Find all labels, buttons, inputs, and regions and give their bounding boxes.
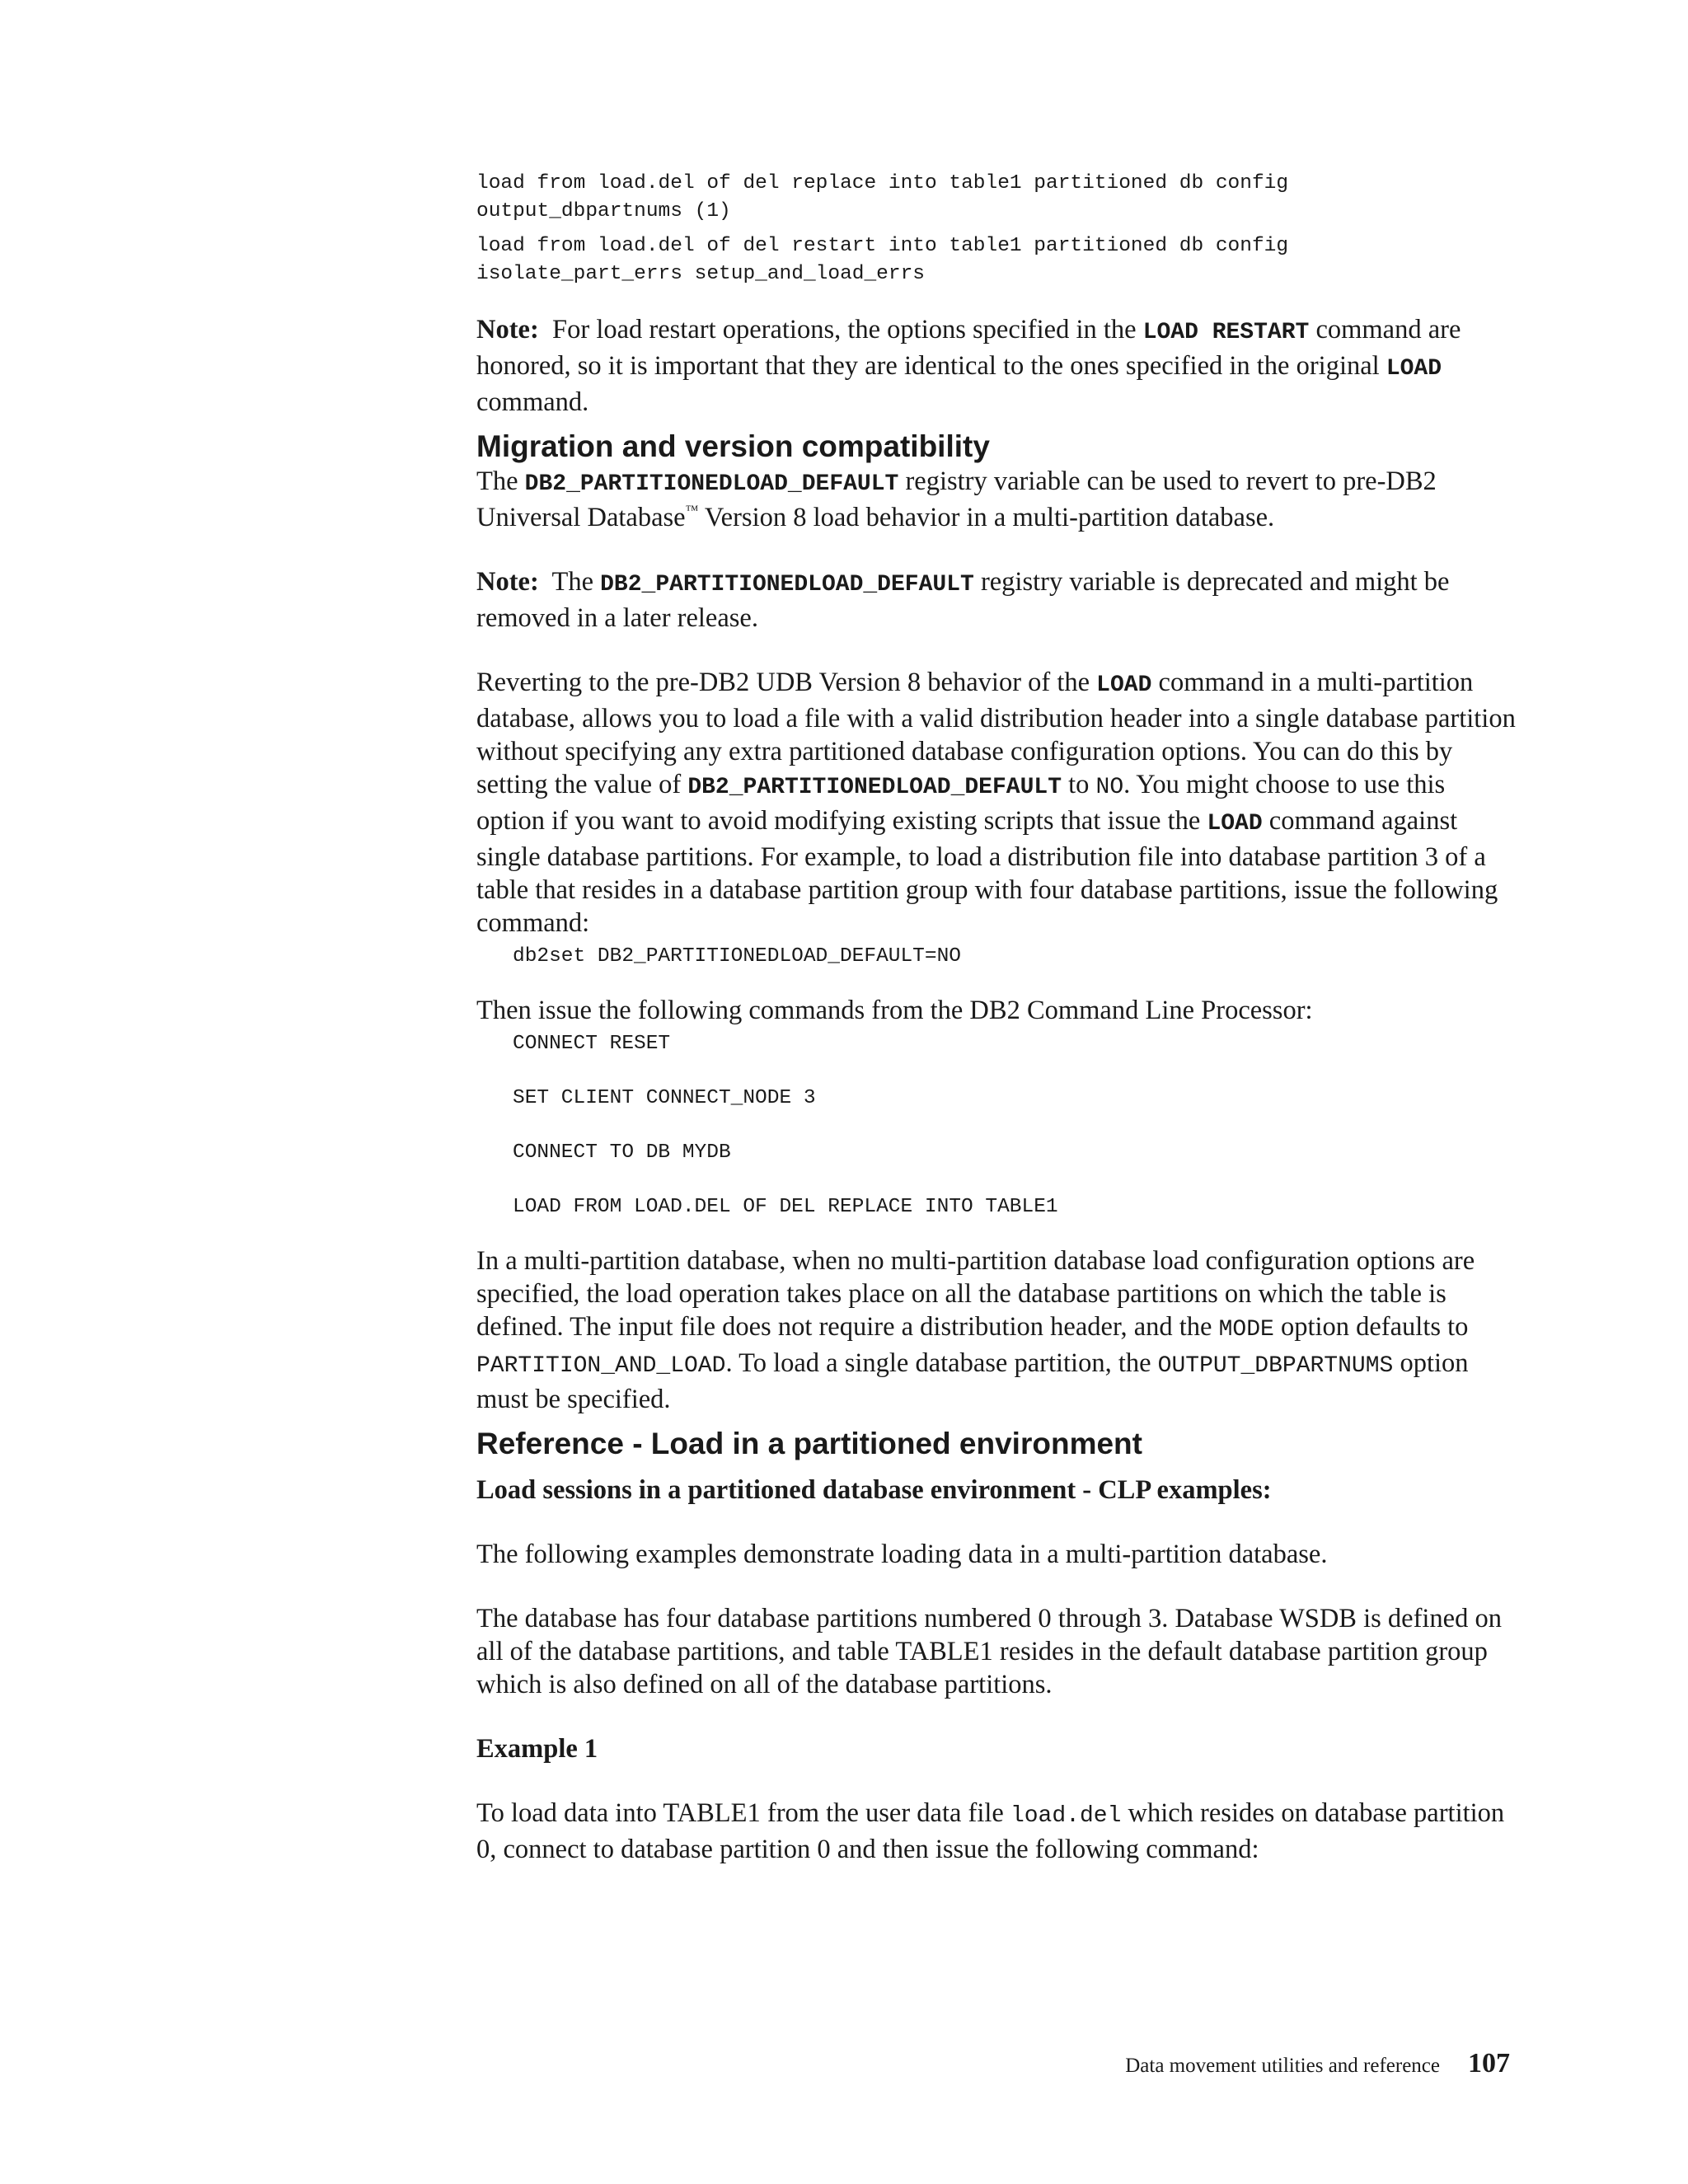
text: Version 8 load behavior in a multi-partition database. — [704, 503, 1275, 532]
code-set-client: SET CLIENT CONNECT_NODE 3 — [513, 1087, 816, 1109]
code-db2set: db2set DB2_PARTITIONEDLOAD_DEFAULT=NO — [513, 945, 961, 968]
text: registry variable can be used to revert to pre-DB2 Universal Database — [476, 466, 1437, 532]
keyword-registry-variable: DB2_PARTITIONEDLOAD_DEFAULT — [687, 775, 1062, 800]
code-connect-reset: CONNECT RESET — [513, 1033, 671, 1055]
heading-reference: Reference - Load in a partitioned environment — [476, 1427, 1142, 1460]
value-mode: MODE — [1218, 1317, 1274, 1343]
note-label: Note: — [476, 567, 539, 597]
paragraph-examples-intro: The following examples demonstrate loading data in a multi-partition database. — [476, 1540, 1328, 1569]
paragraph-example-1 — [476, 1797, 1517, 1866]
text: option defaults to — [1280, 1312, 1469, 1342]
text: The — [551, 567, 593, 597]
keyword-load: LOAD — [1386, 356, 1442, 382]
paragraph-multi-partition — [476, 1244, 1517, 1416]
note-text: command. — [476, 387, 589, 417]
code-load-restart: load from load.del of del restart into table1 partitioned db config isolate_part_errs setup_and_load_errs — [476, 235, 1289, 285]
text: which resides on database partition 0, connect to database partition 0 and then issue the following command: — [476, 1798, 1505, 1864]
note-deprecated — [476, 565, 1517, 635]
keyword-load: LOAD — [1207, 811, 1263, 837]
value-partition-and-load: PARTITION_AND_LOAD — [476, 1353, 726, 1379]
text: In a multi-partition database, when no multi-partition database load configuration options are specified, the load operation takes place on all the database partitions on which the table is defined. The input file does not require a distribution header, and the — [476, 1246, 1475, 1342]
keyword-registry-variable: DB2_PARTITIONEDLOAD_DEFAULT — [600, 572, 974, 598]
note-load-restart — [476, 313, 1517, 419]
text: command in a multi-partition database, allows you to load a file with a valid distribution header into a single database partition without specifying any extra partitioned database configuration options. You can do this by setting the value of — [476, 668, 1516, 799]
text: option must be specified. — [476, 1348, 1469, 1414]
text: registry variable is deprecated and might be removed in a later release. — [476, 567, 1450, 633]
heading-migration: Migration and version compatibility — [476, 429, 990, 463]
note-label: Note: — [476, 315, 539, 344]
text: to — [1068, 770, 1090, 799]
text: Reverting to the pre-DB2 UDB Version 8 behavior of the — [476, 668, 1090, 697]
code-load-replace: load from load.del of del replace into table1 partitioned db config output_dbpartnums (1) — [476, 172, 1289, 223]
text: To load data into TABLE1 from the user data file — [476, 1798, 1004, 1828]
page-footer — [1125, 2047, 1510, 2083]
keyword-load: LOAD — [1096, 673, 1152, 698]
footer-title: Data movement utilities and reference — [1125, 2055, 1440, 2077]
paragraph-registry-variable — [476, 465, 1517, 534]
text: The — [476, 466, 518, 496]
value-file-name: load.del — [1010, 1803, 1122, 1829]
value-no: NO — [1095, 775, 1124, 800]
paragraph-database-partitions: The database has four database partitions numbered 0 through 3. Database WSDB is defined on all of the database partitions, and table TABLE1 resides in the default database partition group which is also defined on all of the database partitions. — [476, 1604, 1502, 1699]
note-text: command are honored, so it is important that they are identical to the ones specified in the original — [476, 315, 1461, 381]
paragraph-reverting — [476, 666, 1517, 940]
keyword-load-restart: LOAD RESTART — [1142, 320, 1310, 345]
example-title: Example 1 — [476, 1734, 598, 1764]
note-text: For load restart operations, the options specified in the — [552, 315, 1137, 344]
page-number: 107 — [1468, 2048, 1510, 2079]
text: command against single database partitions. For example, to load a distribution file into database partition 3 of a table that resides in a database partition group with four database partitions, issue the following command: — [476, 806, 1498, 938]
text: . To load a single database partition, the — [725, 1348, 1151, 1378]
keyword-registry-variable: DB2_PARTITIONEDLOAD_DEFAULT — [524, 471, 899, 497]
page-content — [476, 170, 1517, 1866]
text: . You might choose to use this option if you want to avoid modifying existing scripts that issue the — [476, 770, 1446, 836]
subheading-clp-examples: Load sessions in a partitioned database environment - CLP examples: — [476, 1475, 1272, 1505]
paragraph-clp-intro: Then issue the following commands from the DB2 Command Line Processor: — [476, 996, 1313, 1025]
value-output-dbpartnums: OUTPUT_DBPARTNUMS — [1157, 1353, 1394, 1379]
trademark-symbol: ™ — [685, 504, 699, 518]
code-connect-db: CONNECT TO DB MYDB — [513, 1141, 731, 1164]
code-load-table1: LOAD FROM LOAD.DEL OF DEL REPLACE INTO TABLE1 — [513, 1196, 1058, 1218]
